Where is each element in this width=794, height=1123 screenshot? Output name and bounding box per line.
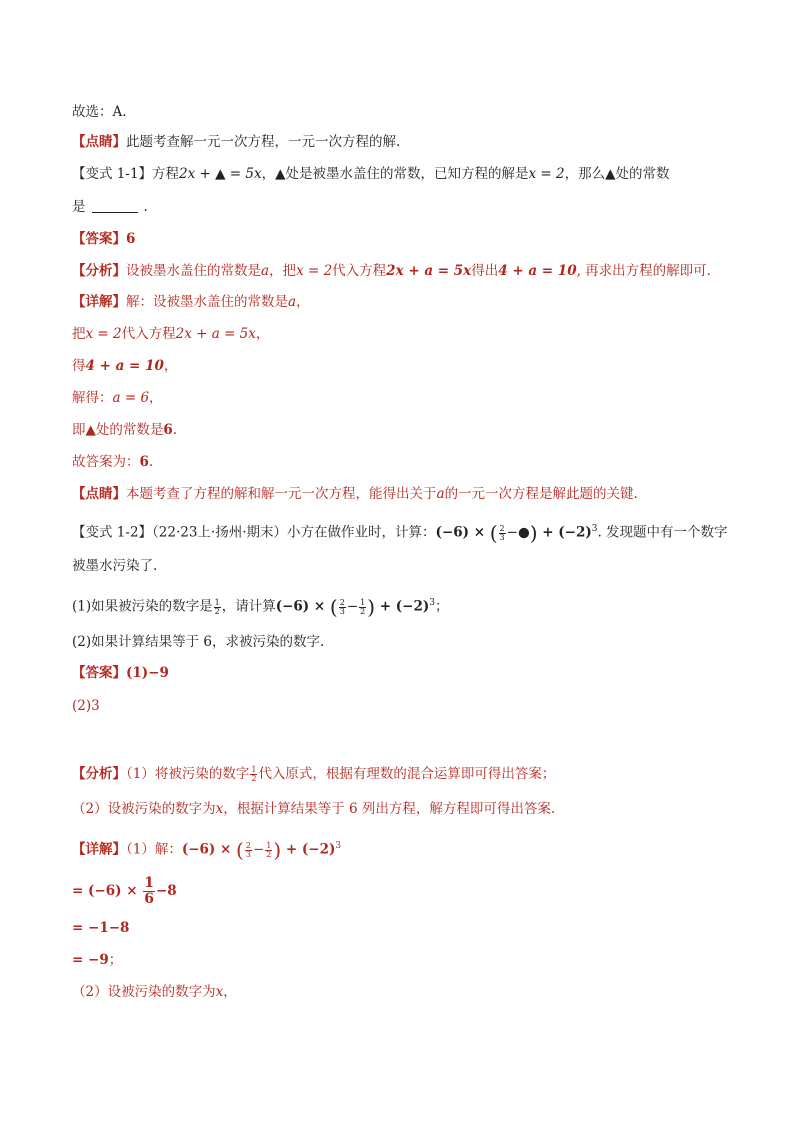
calc-step-4: （2）设被污染的数字为x， xyxy=(72,984,237,1000)
answer-blank xyxy=(92,198,138,213)
solution-step-1: 把x = 2代入方程2x + a = 5x， xyxy=(72,326,270,342)
solution-step-4: 即▲处的常数是6. xyxy=(72,422,178,438)
variant-1-1-line: 【变式 1-1】方程2x + ▲ = 5x，▲处是被墨水盖住的常数，已知方程的解是x = 2，那么▲处的常数 xyxy=(72,166,670,182)
answer-line: 【答案】6 xyxy=(72,231,136,247)
variant-1-2-line: 【变式 1-2】（22·23上·扬州·期末）小方在做作业时，计算：(−6) × ( $\frac{2}{3}$ −●) + $(-2)^3$. 发现题中有一个数字 xyxy=(72,521,728,545)
calc-step-3: = −9； xyxy=(72,952,123,968)
ink-blot-dot: ● xyxy=(517,524,530,541)
variant-1-1-line-2: 是 . xyxy=(72,199,148,215)
key-point-line-2: 【点睛】本题考查了方程的解和解一元一次方程，能得出关于a的一元一次方程是解此题的关键. xyxy=(72,486,638,502)
solution-step-3: 解得：a = 6， xyxy=(72,390,163,406)
variant-tag: 【变式 1-1】 xyxy=(72,166,153,182)
answer-part-2: (2)3 xyxy=(72,698,100,714)
calc-step-1: = (−6) × $\frac{1}{6}$ −8 xyxy=(72,875,177,907)
variant-1-2-line-2: 被墨水污染了. xyxy=(72,558,158,574)
question-2: (2)如果计算结果等于 6，求被污染的数字. xyxy=(72,634,325,650)
key-point-tag: 【点睛】 xyxy=(72,134,126,150)
question-1: (1)如果被污染的数字是 $\frac{1}{2}$ ，请计算(−6) × ( $\frac{2}{3}$ − $\frac{1}{2}$ ) + $(-2)^3$； xyxy=(72,595,449,619)
analysis-line-2: 【分析】（1）将被污染的数字 $\frac{1}{2}$ 代入原式，根据有理数的混合运算即可得出答案； xyxy=(72,765,556,783)
solution-step-5: 故答案为：6. xyxy=(72,454,154,470)
detail-line-2: 【详解】（1）解：(−6) × ( $\frac{2}{3}$ − $\frac{1}{2}$ ) + $(-2)^3$ xyxy=(72,838,342,862)
analysis-line: 【分析】设被墨水盖住的常数是a，把x = 2代入方程2x + a = 5x得出4 + a = 10, 再求出方程的解即可. xyxy=(72,263,711,279)
calc-step-2: = −1−8 xyxy=(72,920,130,936)
fraction-two-thirds: $\frac{2}{3}$ xyxy=(499,523,505,542)
answer-line-2: 【答案】(1)−9 xyxy=(72,665,169,681)
key-point-line: 【点睛】此题考查解一元一次方程，一元一次方程的解. xyxy=(72,134,401,150)
solution-step-2: 得4 + a = 10， xyxy=(72,358,178,374)
detail-line: 【详解】解：设被墨水盖住的常数是a， xyxy=(72,294,310,310)
analysis-line-2b: （2）设被污染的数字为x，根据计算结果等于 6 列出方程，解方程即可得出答案. xyxy=(72,801,556,817)
conclusion-line: 故选：A. xyxy=(72,104,127,120)
